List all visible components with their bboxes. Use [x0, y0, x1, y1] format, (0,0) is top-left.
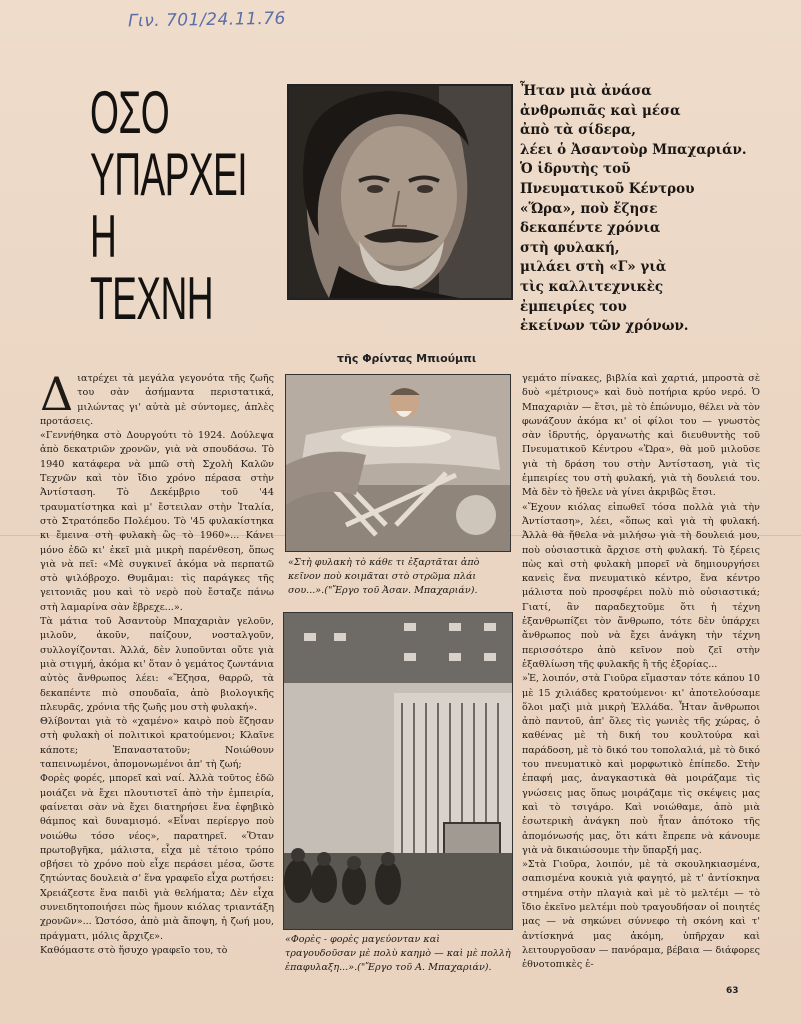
article-paragraph: Τὰ μάτια τοῦ Ἀσαντοὺρ Μπαχαριὰν γελοῦν, μιλοῦν, ἀκοῦν, παίζουν, νοσταλγοῦν, συλλογίζονται. Ἀλλά, δὲν λυποῦνται οὔτε γιὰ μιὰ στιγμή, ἀκόμα κι' ὅταν ὁ γεμάτος ζωντάνια αὐτὸς ἄνθρωπος λέει: «Ἔζησα, θαρρῶ, τὰ δεκαπέντε πιὸ σπουδαῖα, ἀπὸ βιολογικῆς πλευρᾶς, χρόνια τῆς ζωῆς μου στὴ φυλακή». — [40, 616, 274, 713]
headline-line: Η — [90, 203, 117, 270]
article-paragraph: Θλίβονται γιὰ τὸ «χαμένο» καιρὸ ποὺ ἔζησαν στὴ φυλακὴ οἱ πολιτικοὶ κρατούμενοι; Κλαῖνε κάποτε; Ἐπαναστατοῦν; Νοιώθουν ταπεινωμένοι, ἀπομονωμένοι ἀπ' τὴ ζωή; — [40, 716, 274, 771]
lead-line: λέει ὁ Ἀσαντοὺρ Μπαχαριάν. — [520, 141, 747, 158]
lead-line: Ἦταν μιὰ ἀνάσα — [520, 83, 652, 99]
painting-prison-yard — [283, 612, 513, 930]
dropcap: Δ — [40, 367, 74, 421]
headline-line: ΤΕΧΝΗ — [90, 265, 213, 332]
handwritten-archive-note: Γιν. 701/24.11.76 — [127, 8, 287, 32]
portrait-photo — [287, 84, 513, 300]
lead-line: ἀπὸ τὰ σίδερα, — [520, 122, 636, 139]
headline-line: ΟΣΟ — [90, 79, 170, 146]
headline — [90, 79, 247, 332]
paragraph-text: ιατρέχει τὰ μεγάλα γεγονότα τῆς ζωῆς του σὰν ἀσήμαντα περιστατικά, μιλώντας γι' αὐτὰ μὲ σύντομες, ἁπλὲς προτάσεις. — [40, 373, 274, 427]
article-paragraph — [40, 367, 274, 429]
headline-line: ΥΠΑΡΧΕΙ — [90, 141, 247, 208]
lead-line: «Ὥρα», ποὺ ἔζησε — [520, 200, 658, 217]
article-paragraph: »Στὰ Γιοῦρα, λοιπόν, μὲ τὰ σκουληκιασμένα, σαπισμένα κουκιὰ γιὰ φαγητό, μὲ τ' ἀντίσκηνα στημένα στὴν πλαγιὰ καὶ μὲ τὸ μελτέμι — τὸ ἴδιο ἐκεῖνο μελτέμι ποὺ τραγουδήσαν οἱ ποιητές μας — νὰ σηκώνει σύννεφο τὴ σκόνη καὶ τ' ἀντίσκηνά μας ἀκόμη, ὑπῆρχαν καὶ λειτουργοῦσαν — πανόραμα, βέβαια — διάφορες ἐθνοτοπικὲς ἐ- — [522, 859, 760, 971]
lead-line: Ὁ ἱδρυτὴς τοῦ — [520, 161, 631, 178]
article-paragraph: »Ἐ, λοιπόν, στὰ Γιοῦρα εἴμασταν τότε κάπου 10 μὲ 15 χιλιάδες κρατούμενοι· κι' ἀποτελούσαμε ὅλοι μαζὶ μιὰ μικρὴ Ἑλλάδα. Ἦταν ἄνθρωποι ἀπὸ παντοῦ, ἀπ' ὅλες τὶς γωνιὲς τῆς χώρας, ὁ καθένας μὲ τὴ δική του κουλτούρα καὶ παράδοση, μὲ τὸ δικό του τοπολαλιά, μὲ τὸ δικό του πνευματικὸ καὶ μορφωτικὸ ἐπίπεδο. Στὴν ἐπαφή μας, ἀναγκαστικὰ θὰ μοιράζαμε τὶς γνώσεις μας ὅπως μοιράζαμε τὶς σκέψεις μας καὶ τὸ τσιγάρο. Καὶ νοιώθαμε, ἀπὸ μιὰ ἐσωτερικὴ ἀνάγκη ποὺ ἦταν ἀπότοκο τῆς ἀπομόνωσής μας, ὅτι κάτι ἔπρεπε νὰ κάνουμε γιὰ νὰ δικαιώσουμε τὴν ὕπαρξή μας. — [522, 673, 760, 856]
article-paragraph: Καθόμαστε στὸ ἥσυχο γραφεῖο του, τὸ — [40, 944, 228, 956]
lead-line: ἐμπειρίες του — [520, 298, 627, 315]
lead-line: τὶς καλλιτεχνικὲς — [520, 278, 664, 295]
caption-painting-2: «Φορὲς - φορὲς μαγεύονταν καὶ τραγουδοῦσαν μὲ πολὺ καημὸ — καὶ μὲ πολλὴ ἐπαφυλαξη...».("Ἔργο τοῦ Α. Μπαχαριάν). — [285, 934, 511, 973]
article-paragraph: «Γεννήθηκα στὸ Δουργούτι τὸ 1924. Δούλεψα ἀπὸ δεκατριῶν χρονῶν, γιὰ νὰ σπουδάσω. Τὸ 1940 κατάφερα νὰ μπῶ στὴ Σχολὴ Καλῶν Τεχνῶν καὶ τὸν ἴδιο χρόνο πέρασα στὴν Ἀντίσταση. Τὸ Δεκέμβριο τοῦ '44 τραυματίστηκα καὶ μ' ἔστειλαν στὴν Ἰταλία, στὸ Στρατόπεδο Πολέμου. Τὸ '45 φυλακίστηκα κι ἔμεινα στὴ φυλακὴ ὣς τὸ 1960»... Κάνει μόνο ἐδῶ κι' ἐκεῖ μιὰ μικρὴ παρένθεση, ὅπως γιὰ νὰ πεῖ: «Μὲ συγκινεῖ ἀκόμα νὰ περπατῶ στὸ ψιλόβροχο. Θυμᾶμαι: τὶς παράγκες τῆς γειτονιᾶς μου καὶ τὸ νερὸ ποὺ ἔσταζε πάνω στὴ λαμαρίνα σὰν ἔβρεχε...». — [40, 430, 274, 613]
lead-line: δεκαπέντε χρόνια — [520, 220, 661, 237]
article-column-3 — [522, 372, 760, 972]
lead-line: στὴ φυλακή, — [520, 239, 620, 256]
article-paragraph: Φορὲς φορές, μπορεῖ καὶ ναί. Ἀλλὰ τοῦτος ἐδῶ μοιάζει νὰ ἔχει πλουτιστεῖ ἀπὸ τὴν ἐμπειρία, φαίνεται σὰν νὰ ἔχει διατηρήσει ἕνα ἐφηβικὸ θάμπος καὶ δυναμισμό. «Εἶναι περίεργο ποὺ νοιώθω τόσο νέος», παρατηρεῖ. «Ὅταν πρωτοβγῆκα, μάλιστα, εἶχα μὲ τέτοιο τρόπο σβήσει τὸ χρόνο ποὺ εἶχε περάσει μέσα, ὥστε ζητώντας δουλειὰ σ' ἕνα γραφεῖο εἶχα ρωτήσει: Χρειάζεστε ἕνα παιδὶ γιὰ θελήματα; Δὲν εἶχα συνειδητοποιήσει πὼς ἤμουν κιόλας τριαντάξη χρονῶν»... Ὡστόσο, ἀπὸ μιὰ ἄποψη, ἡ ζωή μου, πράγματι, μόλις ἄρχιζε». — [40, 773, 274, 942]
article-column-1 — [40, 367, 274, 958]
lead-paragraph — [520, 82, 795, 337]
caption-painting-1: «Στὴ φυλακὴ τὸ κάθε τι ἐξαρτᾶται ἀπὸ κεῖνον ποὺ κοιμᾶται στὸ στρῶμα πλάι σου...».("Ἔργο τοῦ Ἀσαν. Μπαχαριάν). — [288, 557, 480, 596]
article-paragraph: γεμάτο πίνακες, βιβλία καὶ χαρτιά, μπροστὰ σὲ δυὸ «μέτριους» καὶ δυὸ ποτήρια κρύο νερό. Ὁ Μπαχαριὰν — ἔτσι, μὲ τὸ ἐπώνυμο, θέλει νὰ τὸν φωνάζουν ἀκόμα κι' οἱ φίλοι του — γνωστὸς σὰν ἱδρυτής, ὀργανωτὴς καὶ διευθυντὴς τοῦ Πνευματικοῦ Κέντρου «Ὥρα», θὰ μοῦ μιλοῦσε γιὰ τὴ δράση του στὴν Ἀντίσταση, γιὰ τὶς ἐμπειρίες του στὴ φυλακή, γιὰ τὴ δουλειά του. Μὰ δὲν τὸ ἤθελε νὰ γίνει ἀκριβῶς ἔτσι. — [522, 373, 760, 499]
lead-line: ἐκείνων τῶν χρόνων. — [520, 318, 689, 335]
lead-line: Πνευματικοῦ Κέντρου — [520, 180, 695, 197]
lead-line: μιλάει στὴ «Γ» γιὰ — [520, 259, 667, 276]
page-number: 63 — [726, 986, 739, 996]
lead-line: ἀνθρωπιᾶς καὶ μέσα — [520, 102, 681, 119]
byline: τῆς Φρίντας Μπιούμπι — [337, 352, 477, 365]
painting-sleeping-figure — [285, 374, 511, 552]
article-paragraph: «Ἔχουν κιόλας εἰπωθεῖ τόσα πολλὰ γιὰ τὴν Ἀντίσταση», λέει, «ὅπως καὶ γιὰ τὴ φυλακή. Ἀλλὰ θὰ ἤθελα νὰ μιλήσω γιὰ τὴ δουλειά μου, ποὺ οὐσιαστικὰ ἄρχισε στὴ φυλακή. Τὸ ξέρεις πὼς καὶ στὴ φυλακὴ μπορεῖ νὰ δημιουργήσει κανεὶς ἕνα πνευματικὸ κέντρο, ἕνα κέντρο μάλιστα ποὺ προσφέρει πολὺ πιὸ οὐσιαστικά; Γιατί, ἂν παραδεχτοῦμε ὅτι ἡ τέχνη ἐξανθρωπίζει τὸν ἄνθρωπο, τότε δὲν ὑπάρχει ἄνθρωπος ποὺ νὰ ἔχει ἀνάγκη τὴν τέχνη περισσότερο ἀπὸ κεῖνον ποὺ ζεῖ στὴν ἐξαθλίωση τῆς φυλακῆς ἢ τῆς ἐξορίας... — [522, 501, 760, 670]
